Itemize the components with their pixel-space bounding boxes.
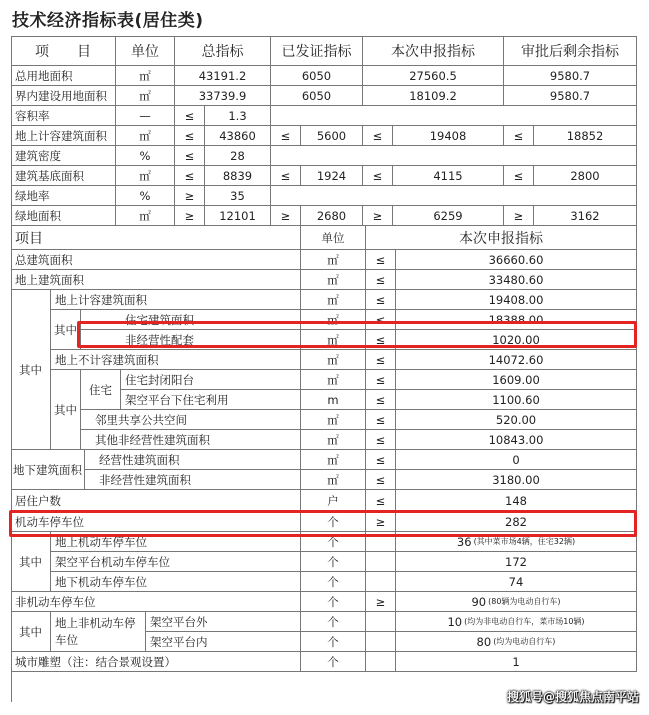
- group-label: 地下建筑面积: [11, 450, 85, 490]
- row-op: ≤: [366, 410, 396, 430]
- current-value: 6259: [393, 206, 504, 226]
- group-label: 其中: [11, 290, 51, 450]
- row-label: 邻里共享公共空间: [81, 410, 301, 430]
- row-unit: ㎡: [116, 86, 175, 106]
- issued-value: 1924: [301, 166, 363, 186]
- row-label: 住宅建筑面积: [81, 310, 301, 330]
- row-unit: 个: [301, 532, 366, 552]
- row-op: ≤: [366, 290, 396, 310]
- issued-op: ≥: [271, 206, 301, 226]
- row-value: 148: [396, 490, 637, 512]
- row-op: ≤: [366, 390, 396, 410]
- row-unit: ㎡: [301, 250, 366, 270]
- issued-op: ≤: [271, 166, 301, 186]
- table-title: 技术经济指标表(居住类): [12, 11, 204, 31]
- group-label: 其中: [11, 612, 51, 652]
- header-unit: 单位: [301, 226, 366, 250]
- row-unit: 个: [301, 572, 366, 592]
- remaining-value: 18852: [534, 126, 637, 146]
- row-unit: 户: [301, 490, 366, 512]
- header-5: 审批后剩余指标: [504, 36, 637, 66]
- row-value: 3180.00: [396, 470, 637, 490]
- row-op: ≥: [366, 592, 396, 612]
- row-value: 80 (均为电动自行车): [396, 632, 637, 652]
- row-value: 14072.60: [396, 350, 637, 370]
- current-value: 4115: [393, 166, 504, 186]
- row-value: 36 (其中菜市场4辆，住宅32辆): [396, 532, 637, 552]
- row-value: 282: [396, 512, 637, 532]
- row-label: 地下机动车停车位: [51, 572, 301, 592]
- row-op: ≤: [366, 450, 396, 470]
- row-value: 172: [396, 552, 637, 572]
- row-unit: ㎡: [301, 450, 366, 470]
- current-op: ≤: [363, 126, 393, 146]
- row-unit: ㎡: [116, 126, 175, 146]
- empty-cell: [271, 146, 637, 166]
- empty-cell: [271, 186, 637, 206]
- row-op: [366, 572, 396, 592]
- row-op: [366, 552, 396, 572]
- row-label: 界内建设用地面积: [11, 86, 116, 106]
- empty-cell: [271, 106, 637, 126]
- row-label: 居住户数: [11, 490, 301, 512]
- total-op: ≤: [175, 126, 205, 146]
- total-value: 1.3: [205, 106, 271, 126]
- row-op: ≤: [366, 350, 396, 370]
- remaining-op: ≥: [504, 206, 534, 226]
- row-value: 1100.60: [396, 390, 637, 410]
- row-op: [366, 632, 396, 652]
- group-label: 住宅: [81, 370, 121, 410]
- total-op: ≥: [175, 206, 205, 226]
- row-op: ≤: [366, 270, 396, 290]
- issued-value: 6050: [271, 86, 363, 106]
- row-op: ≤: [366, 490, 396, 512]
- header-current: 本次申报指标: [366, 226, 637, 250]
- row-label: 非机动车停车位: [11, 592, 301, 612]
- row-label: 建筑基底面积: [11, 166, 116, 186]
- row-unit: 个: [301, 592, 366, 612]
- row-label: 建筑密度: [11, 146, 116, 166]
- total-op: ≤: [175, 166, 205, 186]
- total-value: 43191.2: [175, 66, 271, 86]
- row-label: 经营性建筑面积: [85, 450, 301, 470]
- row-label: 地上机动车停车位: [51, 532, 301, 552]
- group-label: 其中: [51, 370, 81, 450]
- row-unit: %: [116, 146, 175, 166]
- row-value: 520.00: [396, 410, 637, 430]
- issued-value: 5600: [301, 126, 363, 146]
- row-label: 机动车停车位: [11, 512, 301, 532]
- row-value: 1609.00: [396, 370, 637, 390]
- row-value: 33480.60: [396, 270, 637, 290]
- row-unit: ㎡: [301, 290, 366, 310]
- row-value: 74: [396, 572, 637, 592]
- row-unit: 个: [301, 512, 366, 532]
- row-label: 绿地面积: [11, 206, 116, 226]
- row-unit: %: [116, 186, 175, 206]
- row-unit: ㎡: [301, 430, 366, 450]
- total-value: 35: [205, 186, 271, 206]
- row-op: [366, 532, 396, 552]
- header-item: 项目: [11, 226, 301, 250]
- row-unit: ㎡: [301, 270, 366, 290]
- group-label: 地上非机动车停车位: [51, 612, 146, 652]
- header-4: 本次申报指标: [363, 36, 504, 66]
- watermark: 搜狐号@搜狐焦点南平站: [506, 690, 639, 704]
- issued-op: ≤: [271, 126, 301, 146]
- row-label: 总用地面积: [11, 66, 116, 86]
- remaining-value: 2800: [534, 166, 637, 186]
- row-label: 架空平台内: [146, 632, 301, 652]
- row-unit: ㎡: [301, 410, 366, 430]
- row-unit: ㎡: [301, 310, 366, 330]
- row-label: 容积率: [11, 106, 116, 126]
- row-label: 非经营性配套: [81, 330, 301, 350]
- total-op: ≤: [175, 146, 205, 166]
- row-label: 地上计容建筑面积: [51, 290, 301, 310]
- row-label: 其他非经营性建筑面积: [81, 430, 301, 450]
- row-value: 10843.00: [396, 430, 637, 450]
- row-label: 地上计容建筑面积: [11, 126, 116, 146]
- total-value: 43860: [205, 126, 271, 146]
- row-unit: m: [301, 390, 366, 410]
- header-3: 已发证指标: [271, 36, 363, 66]
- row-value: 19408.00: [396, 290, 637, 310]
- current-value: 27560.5: [363, 66, 504, 86]
- row-value: 0: [396, 450, 637, 470]
- row-unit: ㎡: [301, 330, 366, 350]
- header-0: 项 目: [11, 36, 116, 66]
- group-label: 其中: [11, 532, 51, 592]
- row-value: 18388.00: [396, 310, 637, 330]
- row-op: ≤: [366, 370, 396, 390]
- row-unit: —: [116, 106, 175, 126]
- row-label: 架空平台机动车停车位: [51, 552, 301, 572]
- row-label: 住宅封闭阳台: [121, 370, 301, 390]
- row-unit: 个: [301, 552, 366, 572]
- issued-value: 2680: [301, 206, 363, 226]
- row-value: 1: [396, 652, 637, 672]
- row-label: 地上不计容建筑面积: [51, 350, 301, 370]
- remaining-value: 3162: [534, 206, 637, 226]
- row-value: 10 (均为非电动自行车，菜市场10辆): [396, 612, 637, 632]
- row-op: [366, 652, 396, 672]
- remaining-value: 9580.7: [504, 66, 637, 86]
- total-value: 28: [205, 146, 271, 166]
- row-label: 架空平台外: [146, 612, 301, 632]
- row-label: 地上建筑面积: [11, 270, 301, 290]
- current-op: ≤: [363, 166, 393, 186]
- total-value: 8839: [205, 166, 271, 186]
- row-label: 绿地率: [11, 186, 116, 206]
- group-label: 其中: [51, 310, 81, 350]
- row-unit: 个: [301, 632, 366, 652]
- remaining-op: ≤: [504, 126, 534, 146]
- row-label: 城市雕塑（注：结合景观设置）: [11, 652, 301, 672]
- row-unit: ㎡: [116, 66, 175, 86]
- row-op: ≤: [366, 250, 396, 270]
- current-value: 18109.2: [363, 86, 504, 106]
- row-op: [366, 612, 396, 632]
- row-op: ≤: [366, 310, 396, 330]
- row-unit: 个: [301, 612, 366, 632]
- row-value: 1020.00: [396, 330, 637, 350]
- row-value: 90 (80辆为电动自行车): [396, 592, 637, 612]
- current-value: 19408: [393, 126, 504, 146]
- remaining-value: 9580.7: [504, 86, 637, 106]
- row-unit: ㎡: [301, 470, 366, 490]
- row-label: 非经营性建筑面积: [85, 470, 301, 490]
- row-unit: ㎡: [116, 166, 175, 186]
- total-value: 12101: [205, 206, 271, 226]
- total-op: ≤: [175, 106, 205, 126]
- row-op: ≥: [366, 512, 396, 532]
- row-unit: ㎡: [301, 350, 366, 370]
- row-unit: ㎡: [116, 206, 175, 226]
- row-label: 架空平台下住宅利用: [121, 390, 301, 410]
- remaining-op: ≤: [504, 166, 534, 186]
- row-op: ≤: [366, 330, 396, 350]
- total-op: ≥: [175, 186, 205, 206]
- row-unit: 个: [301, 652, 366, 672]
- row-value: 36660.60: [396, 250, 637, 270]
- row-label: 总建筑面积: [11, 250, 301, 270]
- current-op: ≥: [363, 206, 393, 226]
- total-value: 33739.9: [175, 86, 271, 106]
- row-op: ≤: [366, 470, 396, 490]
- row-op: ≤: [366, 430, 396, 450]
- issued-value: 6050: [271, 66, 363, 86]
- row-unit: ㎡: [301, 370, 366, 390]
- header-2: 总指标: [175, 36, 271, 66]
- header-1: 单位: [116, 36, 175, 66]
